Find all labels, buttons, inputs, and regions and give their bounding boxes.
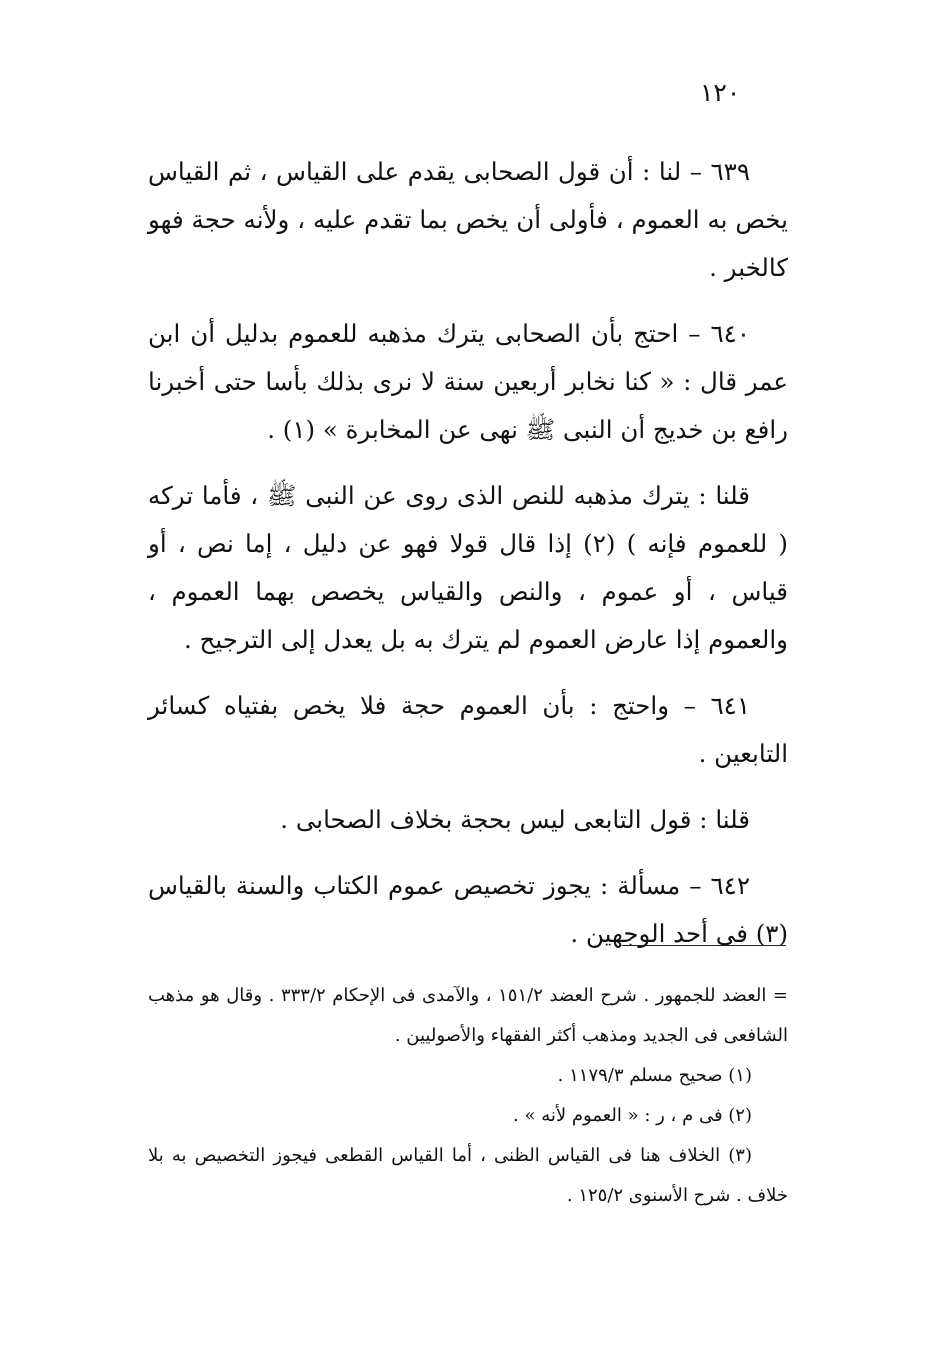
footnotes xyxy=(148,976,788,1216)
paragraph-640-reply: قلنا : يترك مذهبه للنص الذى روى عن النبى ﷺ ، فأما تركه ( للعموم فإنه ) (٢) إذا قال قولا فهو عن دليل ، إما نص ، أو قياس ، أو عموم ، والنص والقياس يخصص بهما العموم ، والعموم إذا عارض العموم لم يترك به بل يعدل إلى الترجيح . xyxy=(148,481,788,654)
paragraph-639: ٦٣٩ – لنا : أن قول الصحابى يقدم على القياس ، ثم القياس يخص به العموم ، فأولى أن يخص بما تقدم عليه ، ولأنه حجة فهو كالخبر . xyxy=(148,157,788,282)
footnote-continuation: = العضد للجمهور . شرح العضد ١٥١/٢ ، والآمدى فى الإحكام ٣٣٣/٢ . وقال هو مذهب الشافعى فى الجديد ومذهب أكثر الفقهاء والأصوليين . xyxy=(148,985,788,1046)
paragraph-640: ٦٤٠ – احتج بأن الصحابى يترك مذهبه للعموم بدليل أن ابن عمر قال : « كنا نخابر أربعين سنة لا نرى بذلك بأسا حتى أخبرنا رافع بن خديج أن النبى ﷺ نهى عن المخابرة » (١) . xyxy=(148,319,788,444)
paragraph-641-reply: قلنا : قول التابعى ليس بحجة بخلاف الصحابى . xyxy=(280,805,750,834)
footnote-1: (١) صحيح مسلم ١١٧٩/٣ . xyxy=(557,1065,752,1086)
footnote-divider xyxy=(622,945,786,946)
page-number: ١٢٠ xyxy=(700,78,741,107)
paragraph-642: ٦٤٢ – مسألة : يجوز تخصيص عموم الكتاب والسنة بالقياس (٣) فى أحد الوجهين . xyxy=(148,871,788,948)
footnote-3: (٣) الخلاف هنا فى القياس الظنى ، أما القياس القطعى فيجوز التخصيص به بلا خلاف . شرح الأسنوى ١٢٥/٢ . xyxy=(148,1145,788,1206)
main-text xyxy=(148,148,788,976)
paragraph-641: ٦٤١ – واحتج : بأن العموم حجة فلا يخص بفتياه كسائر التابعين . xyxy=(148,691,788,768)
footnote-2: (٢) فى م ، ر : « العموم لأنه » . xyxy=(513,1105,752,1126)
